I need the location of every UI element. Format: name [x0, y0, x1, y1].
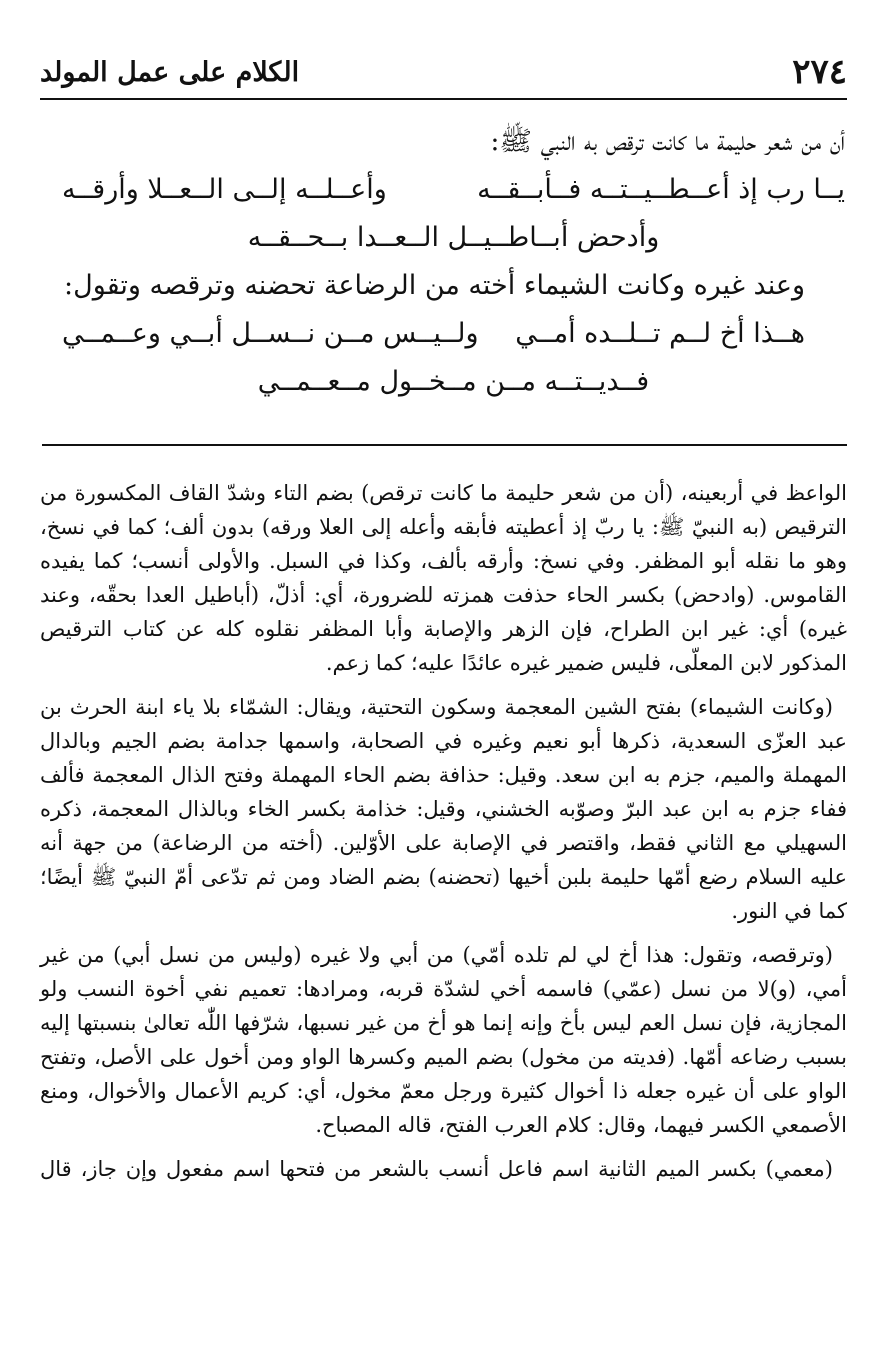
verse-2: وأدحض أبــاطــيــل الــعــدا بــحــقــه: [247, 222, 660, 253]
commentary-paragraph-2: (وكانت الشيماء) بفتح الشين المعجمة وسكون التحتية، ويقال: الشمّاء بلا ياء ابنة الحرث بن عبد العزّى السعدية، ذكرها أبو نعيم وغيره في الصحابة، واسمها جدامة بضم الجيم وبالدال المهملة والميم، جزم به ابن سعد. وقيل: حذافة بضم الحاء المهملة وفتح الذال المعجمة فألف ففاء جزم به ابن عبد البرّ وصوّبه الخشني، وقيل: خذامة بكسر الخاء وبالذال المعجمة، ذكره السهيلي مع الثاني فقط، واقتصر في الإصابة على الأوّلين. (أخته من الرضاعة) من جهة أنه عليه السلام رضع أمّها حليمة بلبن أخيها (تحضنه) بضم الضاد ومن ثم تدّعى أمّ النبيّ ﷺ أيضًا؛ كما في النور.: [40, 695, 847, 923]
verse-1-second-hemistich: وأعــلــه إلــى الــعــلا وأرقــه: [62, 174, 387, 205]
intro-line-2: وعند غيره وكانت الشيماء أخته من الرضاعة تحضنه وترقصه وتقول:: [64, 270, 805, 301]
verse-1-first-hemistich: يــا رب إذ أعــطــيــتــه فــأبــقــه: [477, 174, 845, 205]
verse-line-2: [60, 214, 845, 262]
page-header: [40, 46, 847, 100]
verse-line-3: [60, 310, 845, 358]
footnote-divider: [42, 444, 847, 446]
commentary-paragraph-3: (وترقصه، وتقول: هذا أخ لي لم تلده أمّي) من أبي ولا غيره (وليس من نسل أبي) من غير أمي، (و)لا من نسل (عمّي) فاسمه أخي لشدّة قربه، ومرادها: تعميم نفي أخوة النسب ولو المجازية، فإن نسل العم ليس بأخ وإنه إنما هو أخ من غير نسبها، شرّفها اللّٰه تعالىٰ بنسبتها إليه بسبب رضاعه أمّها. (فديته من مخول) بضم الميم وكسرها الواو ومن أخول على الأصل، وتفتح الواو على أن غيره جعله ذا أخوال كثيرة ورجل معمّ مخول، أي: كريم الأعمال والأخوال، ومنع الأصمعي الكسر فيهما، وقال: كلام العرب الفتح، قاله المصباح.: [40, 943, 847, 1137]
verse-3-first-hemistich: هــذا أخ لــم تــلــده أمــي: [515, 318, 805, 349]
verse-line-1: [60, 166, 845, 214]
verse-3-second-hemistich: ولــيــس مــن نــســل أبــي وعــمــي: [62, 318, 479, 349]
commentary: [40, 476, 847, 1196]
commentary-paragraph-4: (معمي) بكسر الميم الثانية اسم فاعل أنسب بالشعر من فتحها اسم مفعول وإن جاز، قال: [40, 1157, 833, 1181]
verse-4: فــديــتــه مــن مــخــول مــعــمــي: [257, 366, 650, 397]
page-number: ٢٧٤: [792, 52, 847, 92]
main-text: [60, 118, 845, 406]
intro-line: أن من شعر حليمة ما كانت ترقص به النبي ﷺ:: [490, 126, 845, 157]
running-title: الكلام على عمل المولد: [40, 56, 300, 88]
verse-line-4: [60, 358, 845, 406]
commentary-paragraph-1: الواعظ في أربعينه، (أن من شعر حليمة ما كانت ترقص) بضم التاء وشدّ القاف المكسورة من الترقيص (به النبيّ ﷺ: يا ربّ إذ أعطيته فأبقه وأعله إلى العلا ورقه) بدون ألف؛ كما في نسخ، وهو ما نقله أبو المظفر. وفي نسخ: وأرقه بألف، وكذا في السبل. والأولى أنسب؛ كما يفيده القاموس. (وادحض) بكسر الحاء حذفت همزته للضرورة، أي: أذلّ، (أباطيل العدا بحقّه، وعند غيره) أي: غير ابن الطراح، فإن الزهر والإصابة وأبا المظفر نقلوه كله عن كتاب الترقيص المذكور لابن المعلّى، فليس ضمير غيره عائدًا عليه؛ كما زعم.: [40, 481, 847, 675]
